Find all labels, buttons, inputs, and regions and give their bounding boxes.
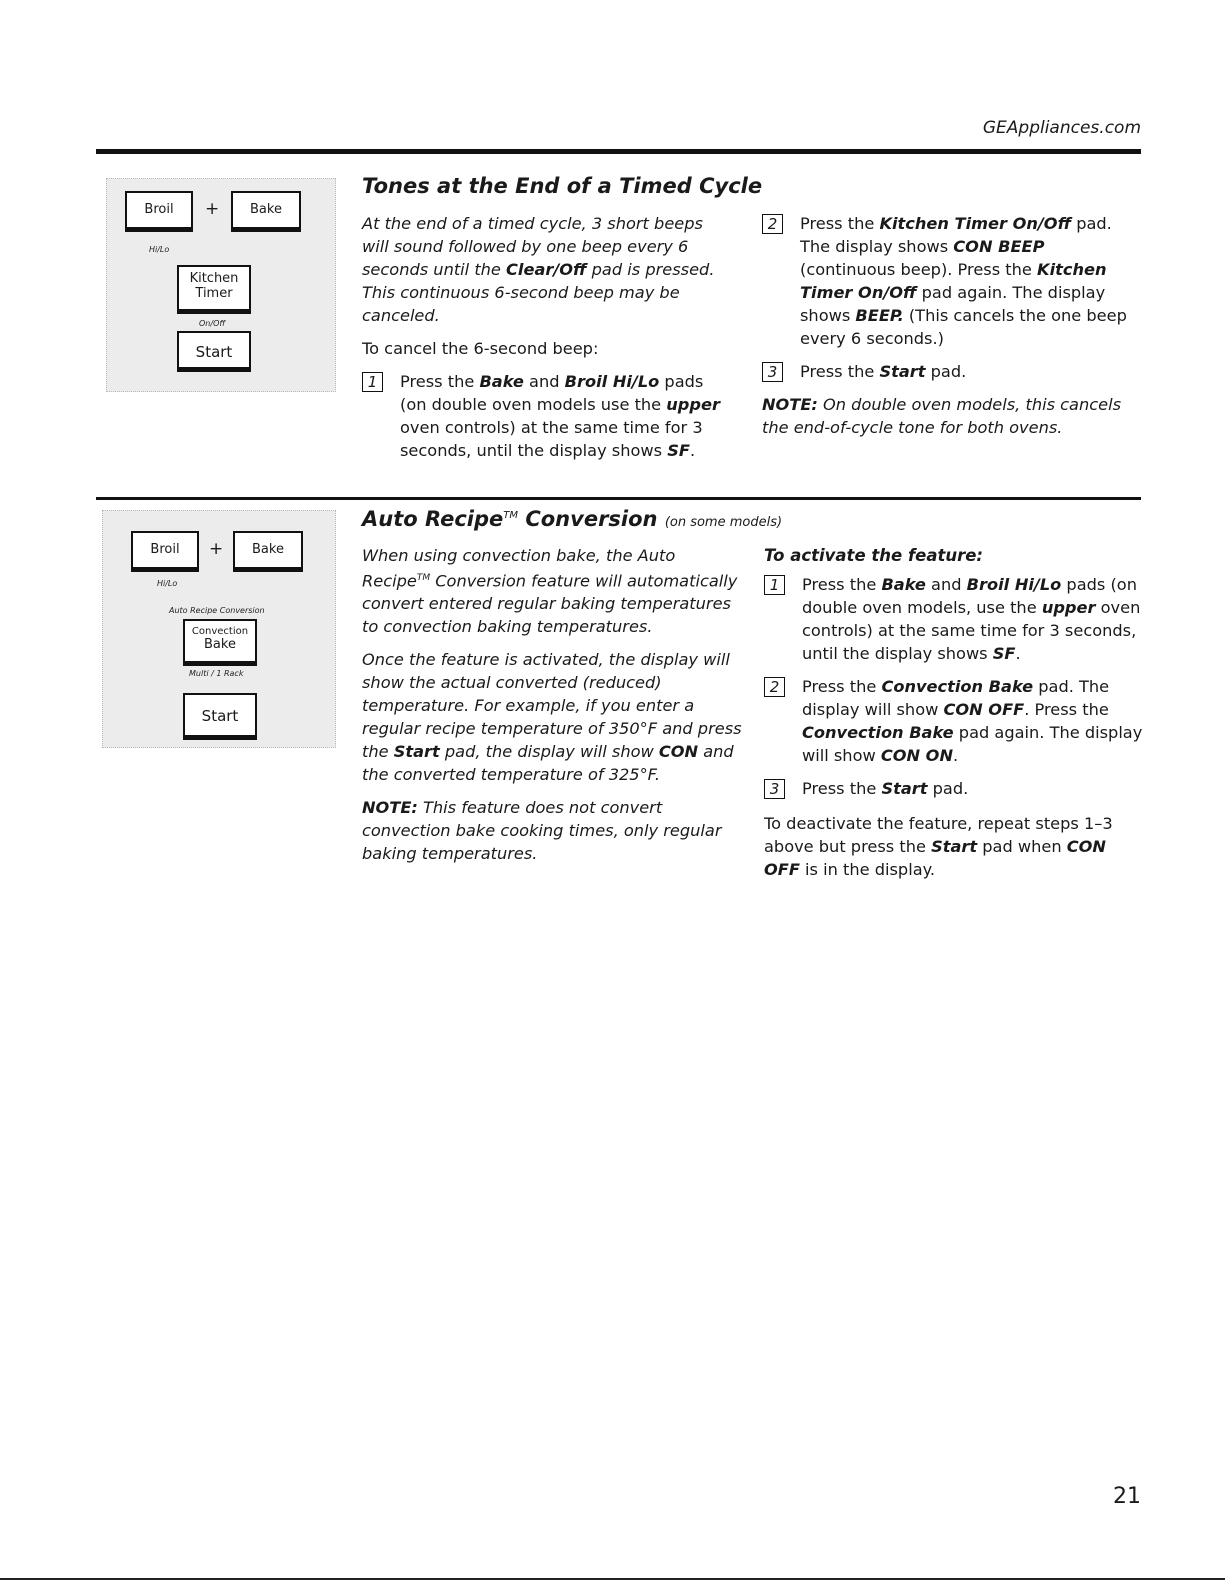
tones-step-1: 1 Press the Bake and Broil Hi/Lo pads (on double oven models use the upper oven controls) at the same time for 3 seconds, until the display shows SF. [362, 370, 734, 462]
tones-left-column [362, 212, 734, 472]
onoff-sub-label: On/Off [199, 319, 226, 328]
conv-bake-label: Bake [204, 636, 236, 652]
auto-recipe-right-column [764, 544, 1144, 891]
auto-step-1: 1 Press the Bake and Broil Hi/Lo pads (on double oven models, use the upper oven controls) at the same time for 3 seconds, until the display shows SF. [764, 573, 1144, 665]
auto-step-number-1: 1 [764, 575, 785, 595]
auto-recipe-left-column [362, 544, 742, 875]
step-number-2: 2 [762, 214, 783, 234]
section-title-tones: Tones at the End of a Timed Cycle [362, 174, 763, 198]
broil-key-label-2: Broil [150, 542, 180, 557]
bake-key-label: Bake [250, 202, 282, 217]
broil-key-label: Broil [144, 202, 174, 217]
kitchen-label: Kitchen [189, 271, 239, 286]
control-panel-illustration-1 [106, 178, 336, 392]
bake-key-2 [233, 531, 303, 569]
step-number-3: 3 [762, 362, 783, 382]
auto-step-number-3: 3 [764, 779, 785, 799]
activate-heading: To activate the feature: [764, 546, 984, 565]
control-panel-illustration-2 [102, 510, 336, 748]
auto-step-number-2: 2 [764, 677, 785, 697]
timer-label: Timer [195, 285, 233, 301]
start-key-2 [183, 693, 257, 737]
auto-recipe-p1: When using convection bake, the Auto Recipe™ Conversion feature will automatically convert entered regular baking temperatures to convection baking temperatures. [362, 546, 738, 637]
tones-right-column [762, 212, 1144, 449]
deactivate-text: To deactivate the feature, repeat steps 1–3 above but press the Start pad when CON OFF is in the display. [764, 814, 1113, 879]
broil-sub-label-2: Hi/Lo [157, 579, 178, 588]
start-key-label-2: Start [201, 707, 239, 725]
start-key-label: Start [195, 343, 233, 361]
plus-sign-2: + [209, 539, 224, 559]
tones-step-3: 3 Press the Start pad. [762, 360, 1144, 383]
auto-recipe-note: NOTE: This feature does not convert convection bake cooking times, only regular baking temperatures. [362, 798, 722, 864]
auto-step-3: 3 Press the Start pad. [764, 777, 1144, 800]
site-url: GEAppliances.com [982, 118, 1141, 138]
cancel-label: To cancel the 6-second beep: [362, 339, 599, 358]
bottom-edge-line [0, 1578, 1225, 1580]
bake-key [231, 191, 301, 229]
auto-recipe-p2: Once the feature is activated, the display will show the actual converted (reduced) temperature. For example, if you enter a regular recipe temperature of 350°F and press the Start pad, the display will show CON and the converted temperature of 325°F. [362, 650, 742, 785]
kitchen-timer-key [177, 265, 251, 311]
bake-key-label-2: Bake [252, 542, 284, 557]
section-title-auto-recipe: Auto Recipe™ Conversion (on some models) [362, 507, 783, 531]
tones-intro: At the end of a timed cycle, 3 short beeps will sound followed by one beep every 6 seconds until the Clear/Off pad is pressed. This continuous 6-second beep may be canceled. [362, 214, 715, 325]
auto-recipe-label: Auto Recipe Conversion [169, 606, 265, 615]
page-number: 21 [1113, 1484, 1141, 1509]
auto-step-2: 2 Press the Convection Bake pad. The display will show CON OFF. Press the Convection Bake pad again. The display will show CON ON. [764, 675, 1144, 767]
convection-label: Convection [191, 626, 249, 637]
plus-sign: + [205, 199, 220, 219]
header-rule [96, 149, 1141, 154]
broil-key-2 [131, 531, 199, 569]
start-key [177, 331, 251, 369]
convection-bake-key [183, 619, 257, 663]
section-divider [96, 497, 1141, 500]
tones-note: NOTE: On double oven models, this cancels the end-of-cycle tone for both ovens. [762, 395, 1122, 437]
tones-step-2: 2 Press the Kitchen Timer On/Off pad. The display shows CON BEEP (continuous beep). Press the Kitchen Timer On/Off pad again. The display shows BEEP. (This cancels the one beep every 6 seconds.) [762, 212, 1144, 350]
multi-rack-label: Multi / 1 Rack [189, 669, 244, 678]
broil-key [125, 191, 193, 229]
broil-sub-label: Hi/Lo [149, 245, 170, 254]
step-number-1: 1 [362, 372, 383, 392]
